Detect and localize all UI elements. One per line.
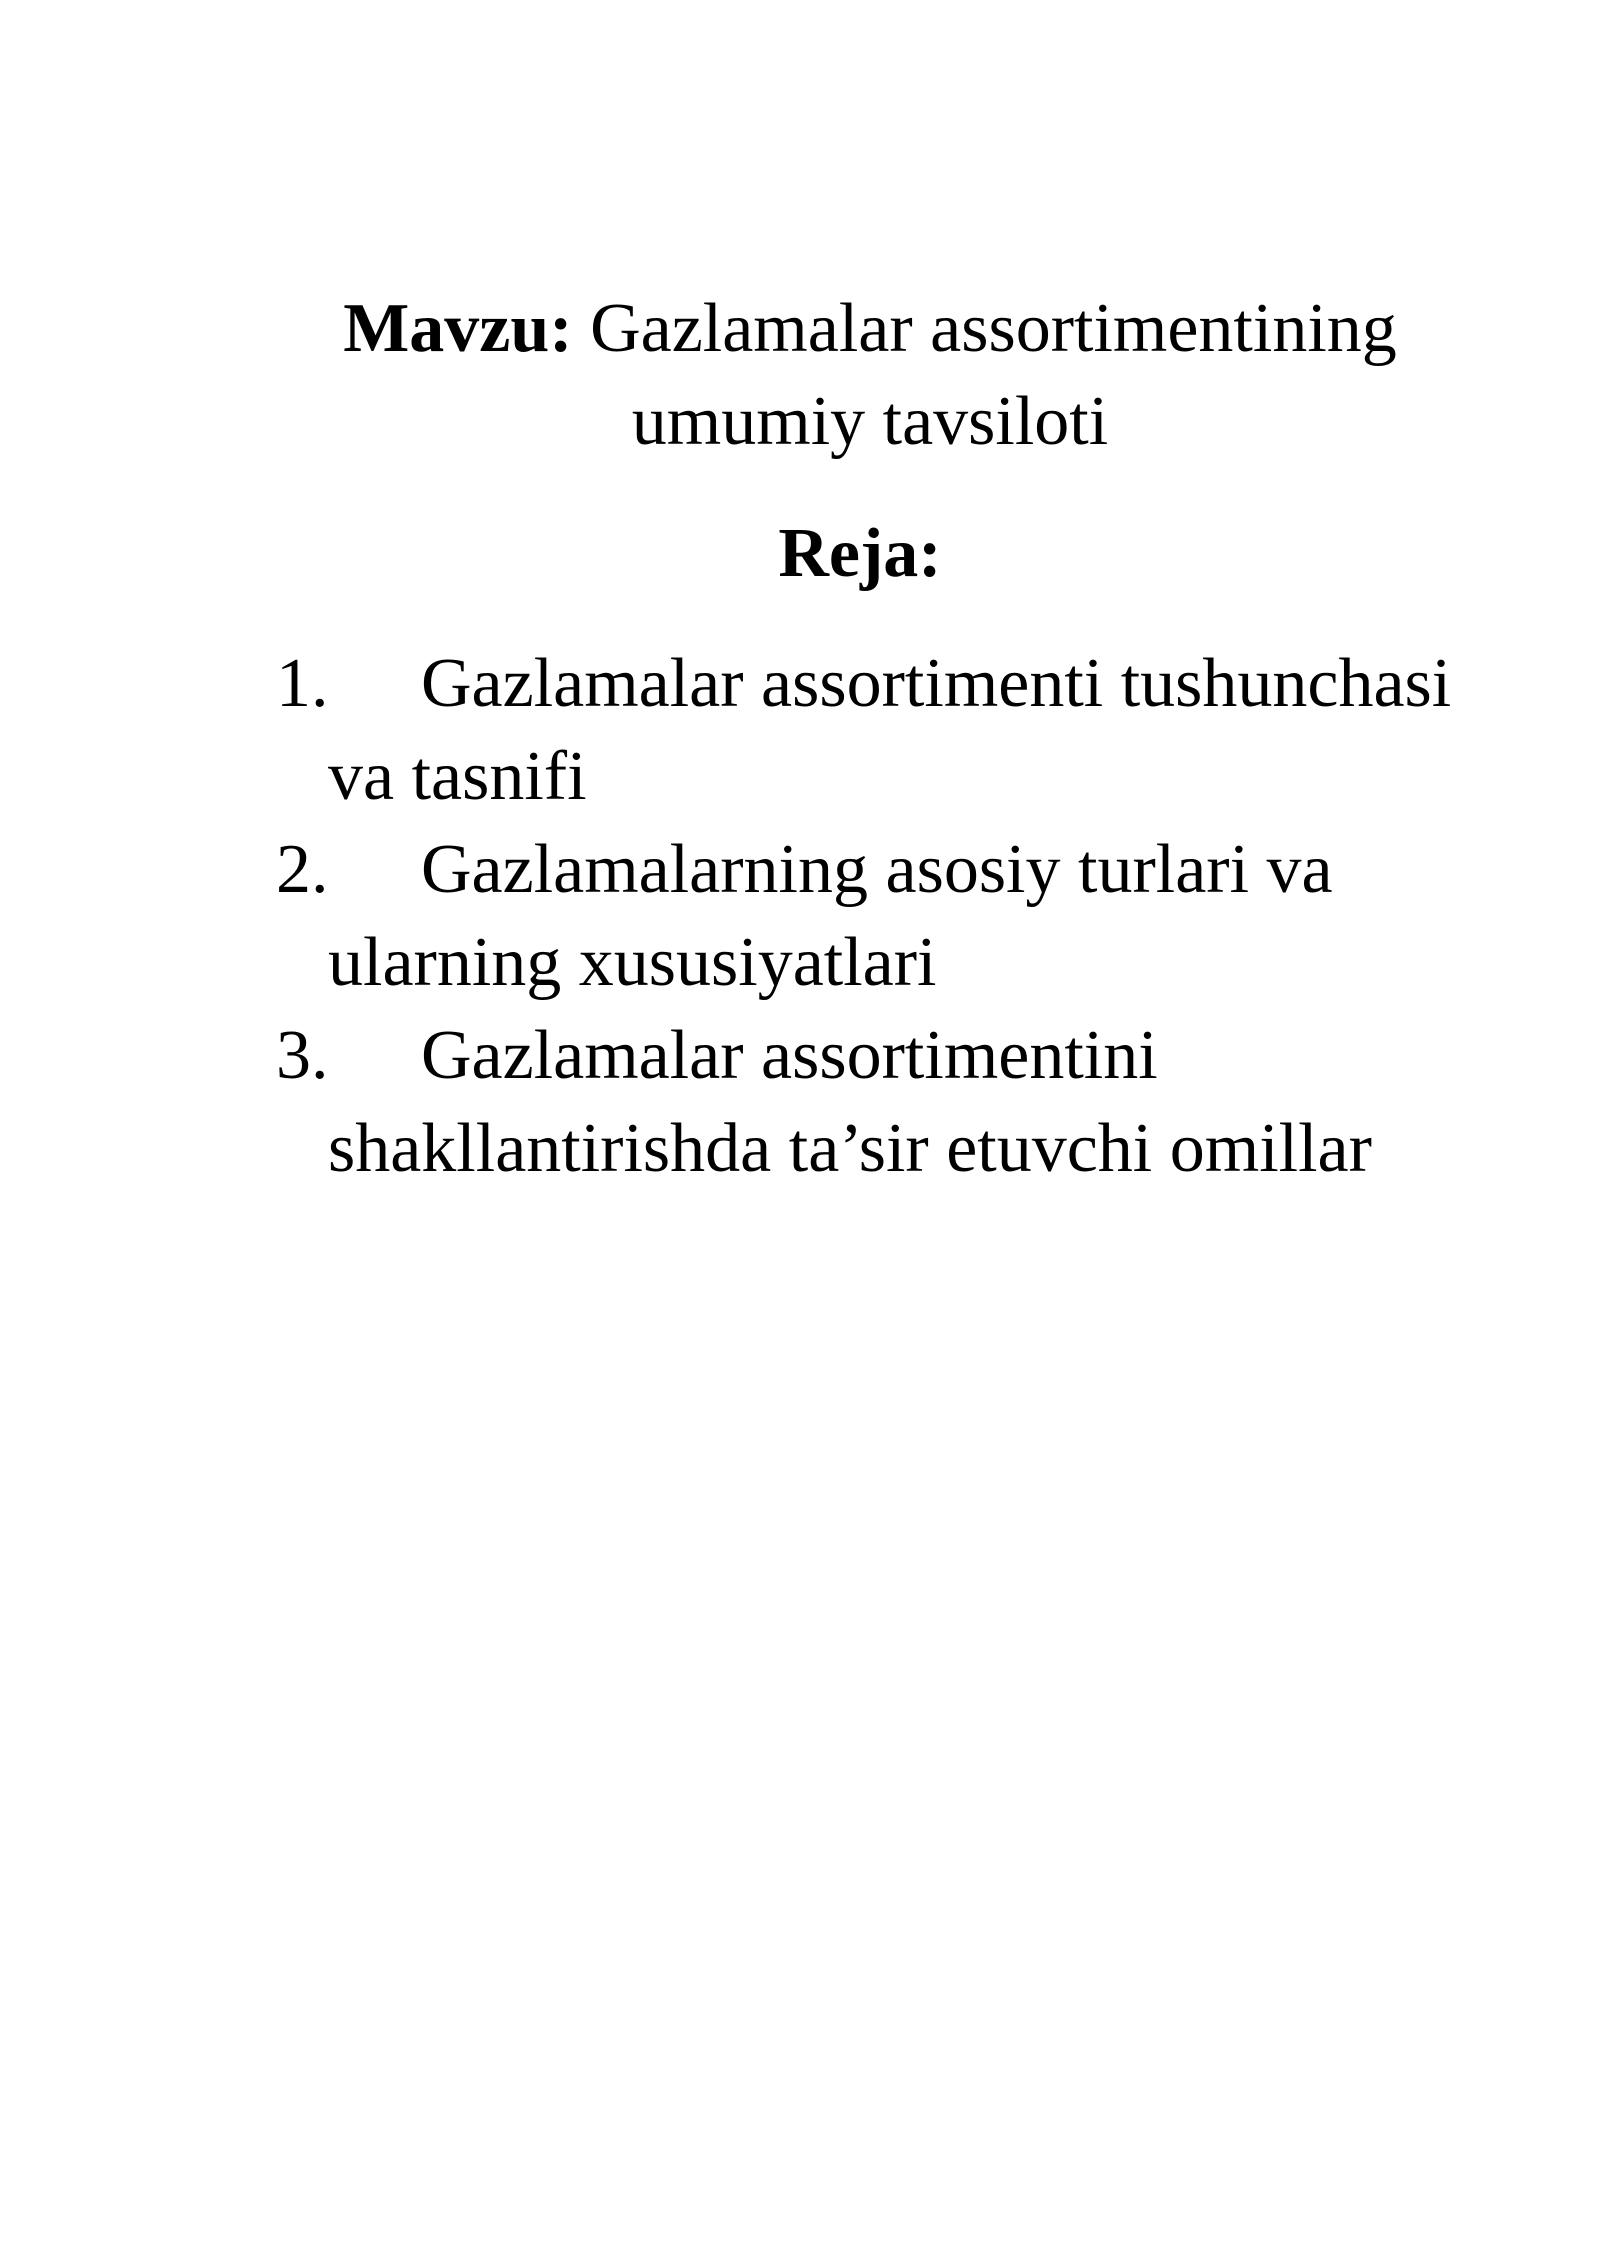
plan-item-first-line — [276, 637, 1476, 730]
plan-item-2 — [276, 823, 1476, 1009]
title-prefix: Mavzu: — [343, 290, 573, 367]
plan-item-second-line: va tasnifi — [328, 738, 587, 815]
plan-item-3 — [276, 1009, 1476, 1195]
plan-item-1 — [276, 637, 1476, 823]
plan-item-number: 3. — [276, 1017, 329, 1094]
plan-item-text: Gazlamalar assortimenti tushunchasi — [421, 645, 1452, 722]
title-text: Gazlamalar assortimentining umumiy tavsiloti — [590, 290, 1397, 460]
plan-item-first-line — [276, 823, 1476, 916]
plan-item-second-line: shakllantirishda ta’sir etuvchi omillar — [328, 1110, 1372, 1187]
document-title — [325, 282, 1415, 468]
plan-item-text: Gazlamalarning asosiy turlari va — [421, 831, 1333, 908]
plan-item-first-line — [276, 1009, 1476, 1102]
plan-list — [276, 637, 1476, 1195]
plan-item-number: 1. — [276, 645, 329, 722]
plan-item-second-line: ularning xususiyatlari — [328, 924, 937, 1001]
plan-item-number: 2. — [276, 831, 329, 908]
plan-item-text: Gazlamalar assortimentini — [421, 1017, 1158, 1094]
plan-heading: Reja: — [778, 515, 942, 592]
